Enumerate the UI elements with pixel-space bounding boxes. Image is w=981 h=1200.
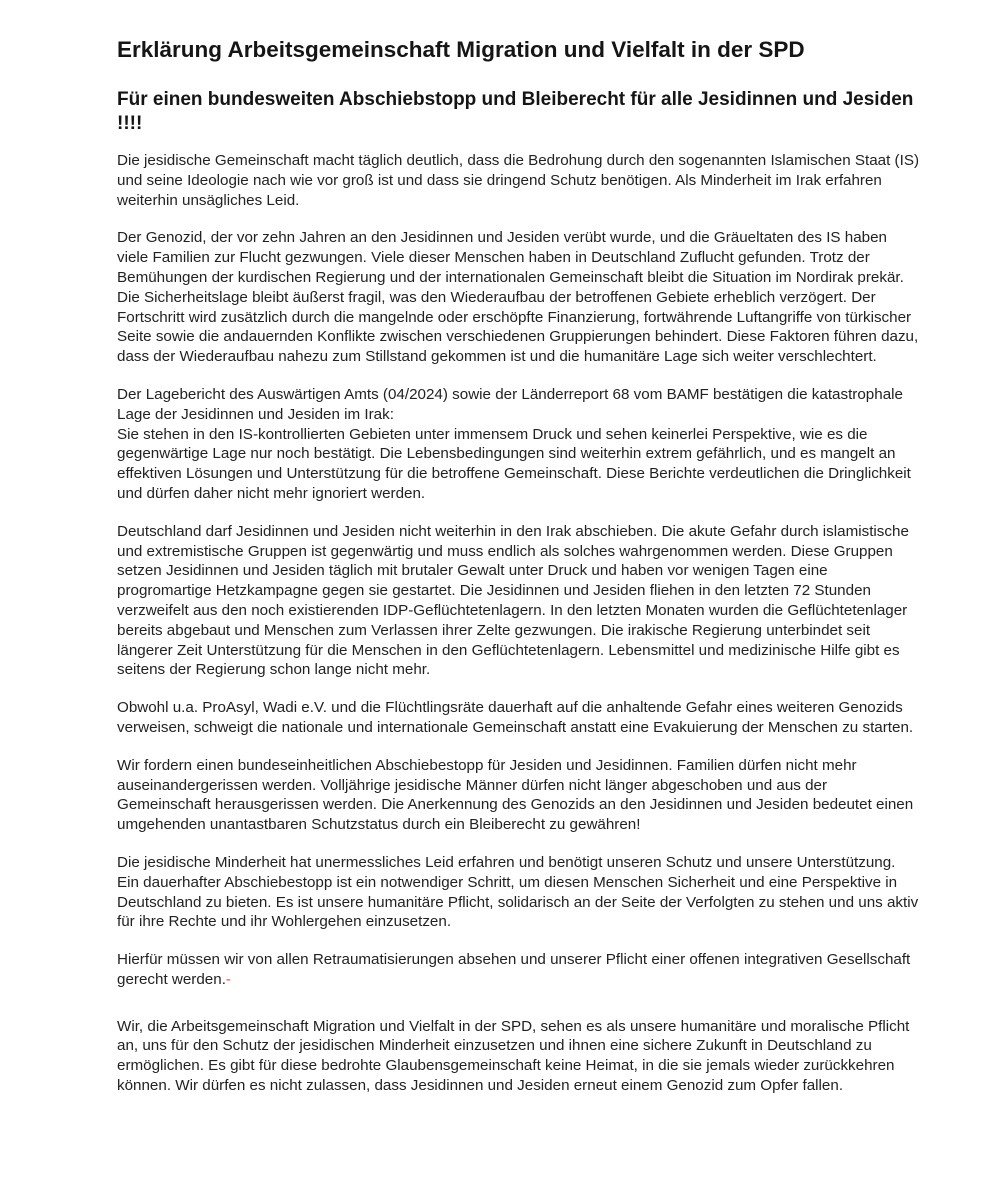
document-title: Erklärung Arbeitsgemeinschaft Migration und Vielfalt in der SPD bbox=[117, 37, 805, 62]
paragraph-organizations: Obwohl u.a. ProAsyl, Wadi e.V. und die Flüchtlingsräte dauerhaft auf die anhaltende Gefahr eines weiteren Genozids verweisen, schweigt die nationale und internationale Gemeinschaft anstatt eine Evakuierung der Menschen zu starten. bbox=[117, 699, 914, 736]
paragraph-situation-report bbox=[117, 385, 921, 504]
paragraph-protection: Die jesidische Minderheit hat unermessliches Leid erfahren und benötigt unseren Schutz und unsere Unterstützung. Ein dauerhafter Abschiebestopp ist ein notwendiger Schritt, um diesen Menschen Sicherheit und eine Perspektive in Deutschland zu bieten. Es ist unsere humanitäre Pflicht, solidarisch an der Seite der Verfolgten zu stehen und uns aktiv für ihre Rechte und ihr Wohlergehen einzusetzen. bbox=[117, 853, 919, 931]
retraumatization-text: Hierfür müssen wir von allen Retraumatisierungen absehen und unserer Pflicht einer offenen integrativen Gesellschaft gerecht werden. bbox=[117, 951, 911, 988]
paragraph-genocide: Der Genozid, der vor zehn Jahren an den Jesidinnen und Jesiden verübt wurde, und die Gräueltaten des IS haben viele Familien zur Flucht gezwungen. Viele dieser Menschen haben in Deutschland Zuflucht gefunden. Trotz der Bemühungen der kurdischen Regierung und der internationalen Gemeinschaft bleibt die Situation im Nordirak prekär. Die Sicherheitslage bleibt äußerst fragil, was den Wiederaufbau der betroffenen Gebiete erheblich verzögert. Der Fortschritt wird zusätzlich durch die mangelnde oder erschöpfte Finanzierung, fortwährende Luftangriffe von türkischer Seite sowie die andauernden Konflikte zwischen verschiedenen Gruppierungen behindert. Diese Faktoren führen dazu, dass der Wiederaufbau nahezu zum Stillstand gekommen ist und die humanitäre Lage sich weiter verschlechtert. bbox=[117, 229, 919, 366]
report-intro: Der Lagebericht des Auswärtigen Amts (04/2024) sowie der Länderreport 68 vom BAMF bestätigen die katastrophale Lage der Jesidinnen und Jesiden im Irak: bbox=[117, 385, 903, 423]
report-body: Sie stehen in den IS-kontrollierten Gebieten unter immensem Druck und sehen keinerlei Perspektive, wie es die gegenwärtige Lage nur noch bestätigt. Die Lebensbedingungen sind weiterhin extrem gefährlich, und es mangelt an effektiven Lösungen und Unterstützung für die betroffene Gemeinschaft. Diese Berichte verdeutlichen die Dringlichkeit und dürfen daher nicht mehr ignoriert werden. bbox=[117, 425, 911, 502]
paragraph-is-threat: Die jesidische Gemeinschaft macht täglich deutlich, dass die Bedrohung durch den sogenannten Islamischen Staat (IS) und seine Ideologie nach wie vor groß ist und dass sie dringend Schutz benötigen. Als Minderheit im Irak erfahren weiterhin unsägliches Leid. bbox=[117, 152, 920, 209]
paragraph-retraumatization bbox=[117, 950, 921, 990]
paragraph-deportation: Deutschland darf Jesidinnen und Jesiden nicht weiterhin in den Irak abschieben. Die akute Gefahr durch islamistische und extremistische Gruppen ist gegenwärtig und muss endlich als solches wahrgenommen werden. Diese Gruppen setzen Jesidinnen und Jesiden täglich mit brutaler Gewalt unter Druck und haben vor wenigen Tagen eine progromartige Hetzkampagne gegen sie gestartet. Die Jesidinnen und Jesiden fliehen in den letzten 72 Stunden verzweifelt aus den noch existierenden IDP-Geflüchtetenlagern. In den letzten Monaten wurden die Geflüchtetenlager bereits abgebaut und Menschen zum Verlassen ihrer Zelte gezwungen. Die irakische Regierung unterbindet seit längerer Zeit Unterstützung für die Menschen in den Geflüchtetenlagern. Lebensmittel und medizinische Hilfe gibt es seitens der Regierung schon lange nicht mehr. bbox=[117, 522, 909, 679]
paragraph-closing: Wir, die Arbeitsgemeinschaft Migration und Vielfalt in der SPD, sehen es als unsere humanitäre und moralische Pflicht an, uns für den Schutz der jesidischen Minderheit einzusetzen und ihnen eine sichere Zukunft in Deutschland zu ermöglichen. Es gibt für diese bedrohte Glaubensgemeinschaft keine Heimat, in die sie jemals wieder zurückkehren können. Wir dürfen es nicht zulassen, dass Jesidinnen und Jesiden erneut einem Genozid zum Opfer fallen. bbox=[117, 1017, 910, 1095]
paragraph-demands: Wir fordern einen bundeseinheitlichen Abschiebestopp für Jesiden und Jesidinnen. Familien dürfen nicht mehr auseinandergerissen werden. Volljährige jesidische Männer dürfen nicht länger abgeschoben und aus der Gemeinschaft herausgerissen werden. Die Anerkennung des Genozids an den Jesidinnen und Jesiden bedeutet einen umgehenden unantastbaren Schutzstatus durch ein Bleiberecht zu gewähren! bbox=[117, 756, 914, 834]
document-subtitle: Für einen bundesweiten Abschiebstopp und Bleiberecht für alle Jesidinnen und Jesiden !!!! bbox=[117, 89, 914, 134]
revision-marker: - bbox=[225, 970, 231, 988]
